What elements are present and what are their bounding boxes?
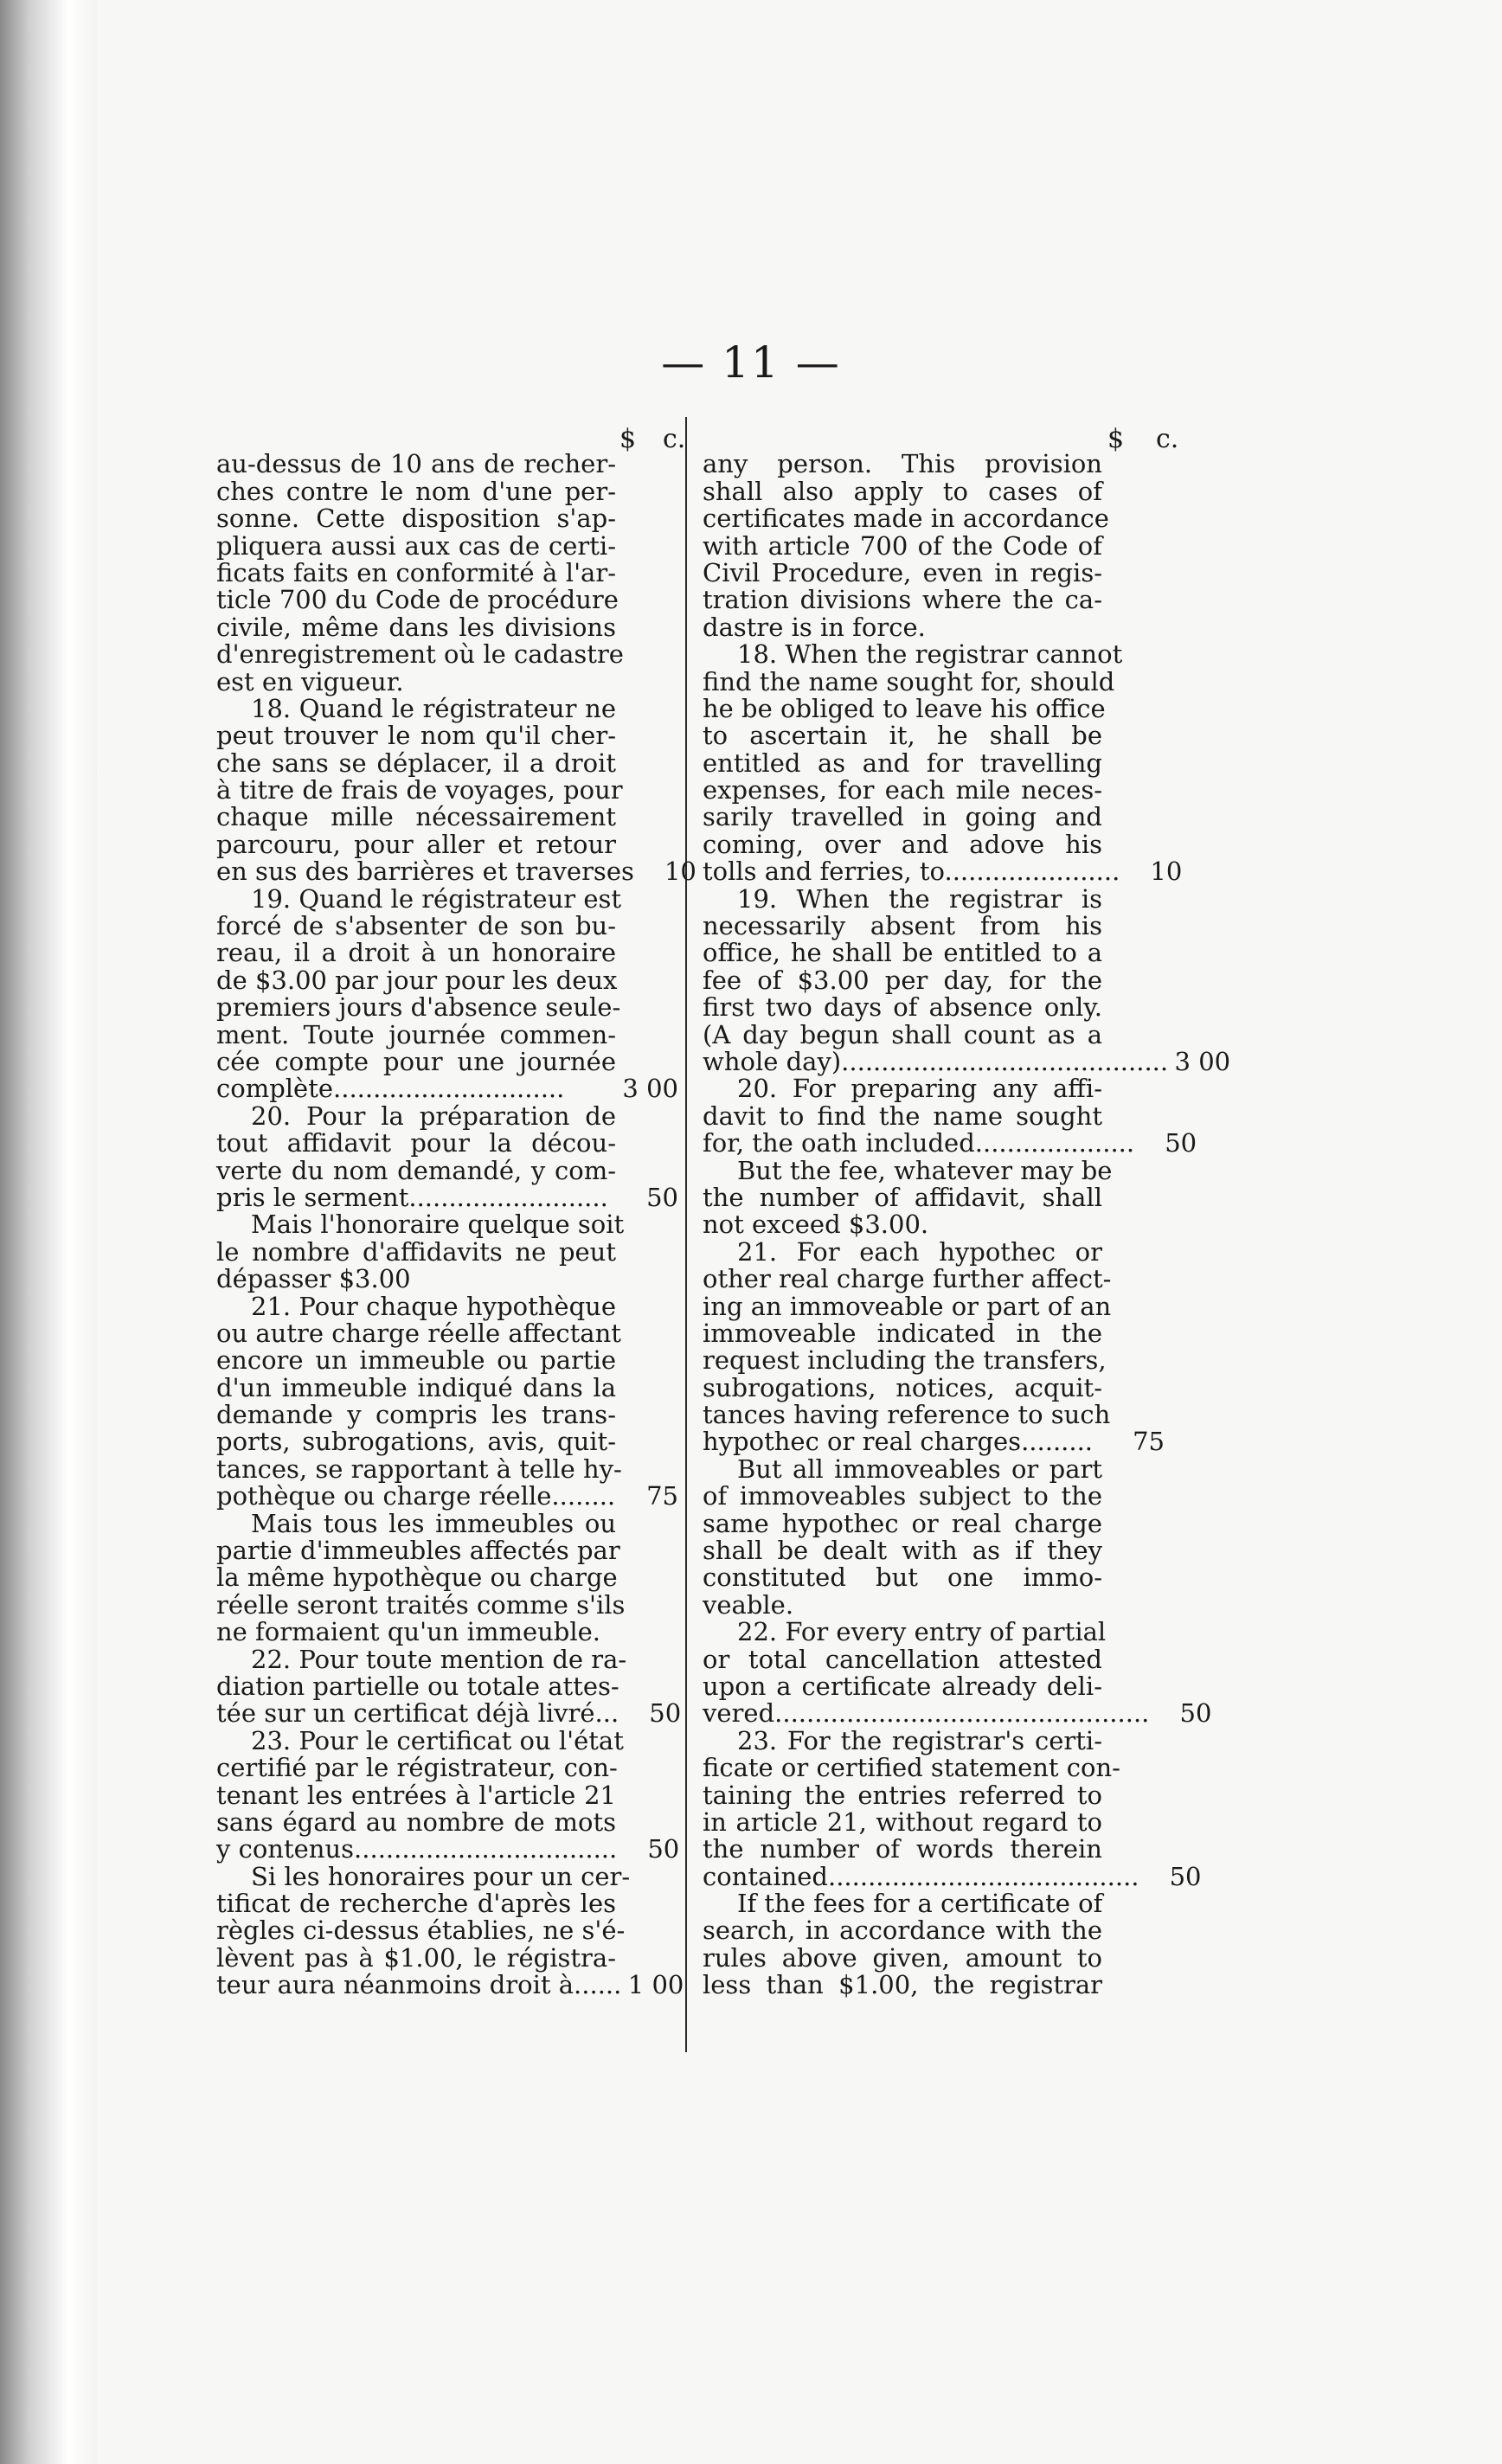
line-text: tration divisions where the ca- bbox=[703, 585, 1102, 615]
text-line bbox=[703, 557, 1170, 587]
text-line bbox=[703, 1508, 1170, 1538]
line-text: 22. Pour toute mention de ra- bbox=[251, 1644, 627, 1674]
text-line bbox=[216, 1453, 684, 1484]
line-text: to ascertain it, he shall be bbox=[703, 721, 1102, 751]
line-text: davit to find the name sought bbox=[703, 1100, 1102, 1131]
line-text: la même hypothèque ou charge bbox=[216, 1562, 618, 1593]
line-text: less than $1.00, the registrar bbox=[703, 1970, 1102, 2000]
text-line bbox=[703, 1483, 1170, 1510]
text-line bbox=[703, 1320, 1170, 1347]
line-text: 23. For the registrar's certi- bbox=[737, 1725, 1102, 1755]
line-text: first two days of absence only. bbox=[703, 992, 1102, 1023]
line-text: ne formaient qu'un immeuble. bbox=[216, 1617, 601, 1647]
line-text: request including the transfers, bbox=[703, 1345, 1107, 1376]
line-text: tenant les entrées à l'article 21 bbox=[216, 1780, 616, 1810]
line-text: same hypothec or real charge bbox=[703, 1508, 1102, 1538]
french-cent-header: c. bbox=[663, 424, 686, 454]
text-line bbox=[703, 1564, 1170, 1591]
fee-amount: 1 00 bbox=[627, 1970, 684, 2000]
text-line bbox=[703, 777, 1170, 804]
text-line bbox=[216, 1046, 684, 1076]
line-text: parcouru, pour aller et retour bbox=[216, 829, 616, 859]
text-line bbox=[703, 1347, 1170, 1374]
line-text: necessarily absent from his bbox=[703, 911, 1102, 941]
line-text: immoveable indicated in the bbox=[703, 1318, 1102, 1348]
line-text: 23. Pour le certificat ou l'état bbox=[251, 1725, 624, 1755]
text-line bbox=[703, 1019, 1170, 1049]
text-line bbox=[216, 1100, 684, 1131]
line-text: y contenus................................. bbox=[216, 1834, 618, 1864]
fee-amount: 10 bbox=[1150, 857, 1183, 887]
column-divider bbox=[685, 417, 687, 2052]
fee-amount: 3 00 bbox=[622, 1074, 678, 1104]
text-line bbox=[703, 1942, 1170, 1973]
text-line bbox=[703, 587, 1170, 613]
text-line bbox=[216, 1755, 684, 1781]
text-line bbox=[216, 666, 684, 696]
line-text: 20. Pour la préparation de bbox=[251, 1100, 616, 1131]
text-line bbox=[216, 478, 684, 505]
text-line bbox=[703, 913, 1170, 940]
line-text: règles ci-dessus établies, ne s'é- bbox=[216, 1915, 626, 1946]
line-text: pothèque ou charge réelle........ bbox=[216, 1481, 616, 1511]
text-line bbox=[703, 1972, 1170, 1999]
text-line bbox=[703, 1673, 1170, 1700]
fee-amount: 3 00 bbox=[1174, 1046, 1231, 1076]
text-line bbox=[216, 1236, 684, 1267]
text-line bbox=[216, 777, 684, 804]
text-line bbox=[216, 722, 684, 749]
fee-amount: 10 bbox=[664, 857, 696, 887]
text-line bbox=[216, 1646, 684, 1673]
text-line bbox=[216, 913, 684, 940]
text-line bbox=[216, 804, 684, 831]
text-line bbox=[216, 1917, 684, 1944]
text-line bbox=[216, 1564, 684, 1591]
text-line bbox=[216, 1428, 684, 1455]
text-line bbox=[703, 614, 1170, 641]
text-line bbox=[703, 1917, 1170, 1944]
text-line bbox=[216, 1155, 684, 1185]
fee-amount: 50 bbox=[1179, 1698, 1212, 1729]
line-text: 21. Pour chaque hypothèque bbox=[251, 1291, 616, 1321]
text-line bbox=[703, 1646, 1170, 1673]
text-line bbox=[703, 451, 1170, 478]
text-line bbox=[703, 967, 1170, 994]
text-line bbox=[703, 831, 1170, 858]
text-line bbox=[216, 1293, 684, 1320]
line-text: che sans se déplacer, il a droit bbox=[216, 748, 616, 778]
line-text: tolls and ferries, to...................... bbox=[703, 857, 1120, 887]
text-line bbox=[216, 1508, 684, 1538]
line-text: search, in accordance with the bbox=[703, 1915, 1102, 1946]
text-line bbox=[216, 1806, 684, 1837]
text-line bbox=[216, 1184, 684, 1211]
text-line bbox=[216, 994, 684, 1021]
text-line bbox=[703, 1236, 1170, 1267]
text-line bbox=[703, 1266, 1170, 1293]
text-line bbox=[703, 1372, 1170, 1402]
line-text: ficate or certified statement con- bbox=[703, 1753, 1120, 1783]
text-line bbox=[703, 1698, 1212, 1729]
line-text: tances, se rapportant à telle hy- bbox=[216, 1453, 622, 1484]
text-line bbox=[216, 641, 684, 668]
line-text: à titre de frais de voyages, pour bbox=[216, 775, 623, 805]
text-line bbox=[703, 1589, 1170, 1620]
text-line bbox=[703, 424, 1170, 451]
text-line bbox=[703, 1453, 1170, 1484]
text-line bbox=[703, 641, 1170, 668]
text-line bbox=[703, 1128, 1197, 1158]
line-text: ports, subrogations, avis, quit- bbox=[216, 1427, 616, 1457]
fee-amount: 50 bbox=[1169, 1861, 1202, 1891]
line-text: d'un immeuble indiqué dans la bbox=[216, 1372, 616, 1402]
text-line bbox=[703, 857, 1183, 887]
text-line bbox=[216, 750, 684, 777]
text-line bbox=[703, 1890, 1170, 1917]
line-text: or total cancellation attested bbox=[703, 1644, 1102, 1674]
text-line bbox=[216, 614, 684, 641]
line-text: certificates made in accordance bbox=[703, 504, 1109, 534]
line-text: Si les honoraires pour un cer- bbox=[251, 1861, 631, 1891]
line-text: au-dessus de 10 ans de recher- bbox=[216, 449, 616, 479]
text-line bbox=[216, 505, 684, 532]
text-line bbox=[216, 1619, 684, 1646]
text-line bbox=[703, 1184, 1170, 1211]
text-line bbox=[703, 1402, 1170, 1428]
text-line bbox=[703, 1211, 1170, 1238]
text-line bbox=[216, 1347, 684, 1374]
line-text: ticle 700 du Code de procédure bbox=[216, 585, 619, 615]
text-line bbox=[703, 1293, 1170, 1320]
english-column bbox=[703, 424, 1231, 2000]
fee-amount: 50 bbox=[647, 1834, 680, 1864]
line-text: contained....................................... bbox=[703, 1861, 1139, 1891]
line-text: veable. bbox=[703, 1589, 794, 1620]
line-text: shall be dealt with as if they bbox=[703, 1536, 1102, 1566]
line-text: 19. Quand le régistrateur est bbox=[251, 883, 622, 914]
line-text: But all immoveables or part bbox=[737, 1453, 1102, 1484]
line-text: dastre is in force. bbox=[703, 612, 926, 642]
line-text: 20. For preparing any affi- bbox=[737, 1074, 1102, 1104]
text-line bbox=[703, 1725, 1170, 1755]
text-line bbox=[703, 1836, 1170, 1863]
line-text: civile, même dans les divisions bbox=[216, 612, 616, 642]
line-text: hypothec or real charges......... bbox=[703, 1427, 1094, 1457]
text-line bbox=[703, 1100, 1170, 1131]
line-text: de $3.00 par jour pour les deux bbox=[216, 965, 618, 995]
line-text: réelle seront traités comme s'ils bbox=[216, 1589, 626, 1620]
line-text: entitled as and for travelling bbox=[703, 748, 1102, 778]
page-number: — 11 — bbox=[661, 337, 841, 388]
line-text: demande y compris les trans- bbox=[216, 1400, 616, 1430]
text-line bbox=[703, 666, 1170, 696]
text-line bbox=[216, 557, 684, 587]
text-line bbox=[703, 478, 1170, 505]
text-line bbox=[216, 1725, 684, 1755]
text-line bbox=[703, 1782, 1170, 1809]
line-text: in article 21, without regard to bbox=[703, 1806, 1102, 1837]
text-line bbox=[216, 1589, 684, 1620]
text-line bbox=[216, 831, 684, 858]
line-text: 21. For each hypothec or bbox=[737, 1236, 1102, 1267]
line-text: upon a certificate already deli- bbox=[703, 1671, 1102, 1701]
line-text: vered............................................... bbox=[703, 1698, 1150, 1729]
line-text: find the name sought for, should bbox=[703, 666, 1115, 696]
line-text: ou autre charge réelle affectant bbox=[216, 1318, 621, 1348]
text-line bbox=[216, 883, 684, 914]
text-line bbox=[703, 530, 1170, 561]
line-text: chaque mille nécessairement bbox=[216, 802, 616, 832]
line-text: Mais tous les immeubles ou bbox=[251, 1508, 616, 1538]
text-line bbox=[216, 1861, 684, 1891]
text-line bbox=[703, 505, 1170, 532]
french-dollar-header: $ bbox=[619, 424, 637, 454]
text-line bbox=[703, 1619, 1170, 1646]
text-line bbox=[703, 1861, 1202, 1891]
fee-amount: 50 bbox=[649, 1698, 682, 1729]
line-text: ficats faits en conformité à l'ar- bbox=[216, 557, 616, 587]
line-text: any person. This provision bbox=[703, 449, 1102, 479]
text-line bbox=[216, 1942, 684, 1973]
text-line bbox=[216, 451, 684, 478]
line-text: peut trouver le nom qu'il cher- bbox=[216, 721, 616, 751]
line-text: teur aura néanmoins droit à...... bbox=[216, 1970, 622, 2000]
text-line bbox=[703, 1046, 1231, 1076]
text-line bbox=[216, 1130, 684, 1157]
line-text: other real charge further affect- bbox=[703, 1264, 1112, 1294]
text-line bbox=[703, 1075, 1170, 1102]
text-line bbox=[216, 1075, 684, 1102]
line-text: Mais l'honoraire quelque soit bbox=[251, 1210, 625, 1240]
line-text: dépasser $3.00 bbox=[216, 1264, 411, 1294]
line-text: coming, over and adove his bbox=[703, 829, 1102, 859]
text-line bbox=[703, 994, 1170, 1021]
text-line bbox=[703, 1755, 1170, 1781]
text-line bbox=[703, 1155, 1170, 1185]
fee-amount: 75 bbox=[1133, 1427, 1165, 1457]
line-text: whole day)......................................... bbox=[703, 1046, 1169, 1076]
line-text: certifié par le régistrateur, con- bbox=[216, 1753, 618, 1783]
text-line bbox=[703, 693, 1170, 723]
text-line bbox=[216, 1700, 684, 1727]
text-line bbox=[216, 1483, 684, 1510]
text-line bbox=[703, 804, 1170, 831]
line-text: partie d'immeubles affectés par bbox=[216, 1536, 620, 1566]
line-text: forcé de s'absenter de son bu- bbox=[216, 911, 616, 941]
line-text: 19. When the registrar is bbox=[737, 883, 1102, 914]
line-text: But the fee, whatever may be bbox=[737, 1155, 1113, 1185]
text-line bbox=[216, 1019, 684, 1049]
line-text: taining the entries referred to bbox=[703, 1780, 1102, 1810]
text-line bbox=[216, 1320, 684, 1347]
text-line bbox=[216, 530, 684, 561]
text-line bbox=[216, 424, 684, 451]
line-text: pliquera aussi aux cas de certi- bbox=[216, 530, 616, 561]
text-line bbox=[216, 1836, 684, 1863]
english-cent-header: c. bbox=[1156, 424, 1179, 454]
french-column bbox=[216, 424, 696, 2000]
text-line bbox=[216, 967, 684, 994]
text-line bbox=[216, 1372, 684, 1402]
text-line bbox=[703, 750, 1170, 777]
text-line bbox=[216, 693, 684, 723]
text-line bbox=[216, 940, 684, 966]
text-line bbox=[216, 1673, 684, 1700]
line-text: tout affidavit pour la décou- bbox=[216, 1128, 616, 1158]
line-text: tances having reference to such bbox=[703, 1400, 1111, 1430]
line-text: reau, il a droit à un honoraire bbox=[216, 938, 616, 968]
text-line bbox=[703, 1806, 1170, 1837]
line-text: the number of affidavit, shall bbox=[703, 1182, 1102, 1212]
line-text: office, he shall be entitled to a bbox=[703, 938, 1102, 968]
text-line bbox=[703, 883, 1170, 914]
line-text: complète............................. bbox=[216, 1074, 565, 1104]
fee-amount: 50 bbox=[1165, 1128, 1197, 1158]
line-text: for, the oath included.................... bbox=[703, 1128, 1135, 1158]
line-text: verte du nom demandé, y com- bbox=[216, 1155, 616, 1185]
line-text: sarily travelled in going and bbox=[703, 802, 1102, 832]
line-text: shall also apply to cases of bbox=[703, 476, 1102, 506]
line-text: fee of $3.00 per day, for the bbox=[703, 965, 1102, 995]
line-text: le nombre d'affidavits ne peut bbox=[216, 1236, 616, 1267]
text-line bbox=[216, 1890, 684, 1917]
line-text: rules above given, amount to bbox=[703, 1942, 1102, 1973]
line-text: ches contre le nom d'une per- bbox=[216, 476, 616, 506]
line-text: encore un immeuble ou partie bbox=[216, 1345, 616, 1376]
line-text: lèvent pas à $1.00, le régistra- bbox=[216, 1942, 616, 1973]
text-line bbox=[703, 1537, 1170, 1564]
line-text: ment. Toute journée commen- bbox=[216, 1019, 616, 1049]
text-line bbox=[216, 857, 696, 887]
line-text: not exceed $3.00. bbox=[703, 1210, 929, 1240]
fee-amount: 50 bbox=[646, 1182, 678, 1212]
line-text: 18. Quand le régistrateur ne bbox=[251, 693, 616, 723]
english-dollar-header: $ bbox=[1107, 424, 1125, 454]
line-text: diation partielle ou totale attes- bbox=[216, 1671, 619, 1701]
text-line bbox=[216, 1211, 684, 1238]
text-line bbox=[216, 1266, 684, 1293]
line-text: est en vigueur. bbox=[216, 666, 404, 696]
line-text: If the fees for a certificate of bbox=[737, 1889, 1103, 1919]
line-text: tificat de recherche d'après les bbox=[216, 1889, 616, 1919]
line-text: (A day begun shall count as a bbox=[703, 1019, 1102, 1049]
line-text: cée compte pour une journée bbox=[216, 1046, 616, 1076]
line-text: sans égard au nombre de mots bbox=[216, 1806, 616, 1837]
line-text: en sus des barrières et traverses bbox=[216, 857, 634, 887]
fee-amount: 75 bbox=[646, 1481, 678, 1511]
line-text: Civil Procedure, even in regis- bbox=[703, 557, 1102, 587]
line-text: sonne. Cette disposition s'ap- bbox=[216, 504, 616, 534]
line-text: constituted but one immo- bbox=[703, 1562, 1102, 1593]
text-line bbox=[216, 1782, 684, 1809]
line-text: of immoveables subject to the bbox=[703, 1481, 1102, 1511]
line-text: the number of words therein bbox=[703, 1834, 1102, 1864]
text-line bbox=[216, 1402, 684, 1428]
text-line bbox=[216, 587, 684, 613]
text-line bbox=[703, 1428, 1170, 1455]
line-text: premiers jours d'absence seule- bbox=[216, 992, 621, 1023]
text-line bbox=[703, 722, 1170, 749]
text-line bbox=[216, 1537, 684, 1564]
line-text: expenses, for each mile neces- bbox=[703, 775, 1102, 805]
line-text: subrogations, notices, acquit- bbox=[703, 1372, 1102, 1402]
line-text: pris le serment......................... bbox=[216, 1182, 608, 1212]
text-line bbox=[216, 1972, 684, 1999]
line-text: with article 700 of the Code of bbox=[703, 530, 1102, 561]
line-text: 22. For every entry of partial bbox=[737, 1617, 1107, 1647]
line-text: d'enregistrement où le cadastre bbox=[216, 639, 624, 670]
line-text: 18. When the registrar cannot bbox=[737, 639, 1123, 670]
line-text: he be obliged to leave his office bbox=[703, 693, 1106, 723]
text-line bbox=[703, 940, 1170, 966]
line-text: ing an immoveable or part of an bbox=[703, 1291, 1112, 1321]
line-text: tée sur un certificat déjà livré... bbox=[216, 1698, 619, 1729]
